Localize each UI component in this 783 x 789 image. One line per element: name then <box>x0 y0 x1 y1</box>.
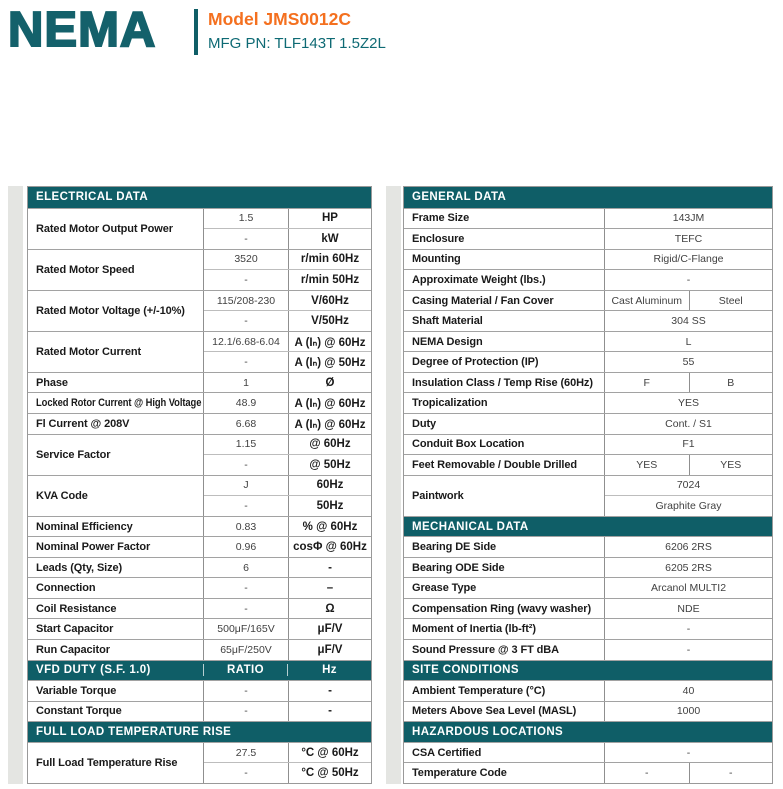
spec-label: Duty <box>412 417 437 430</box>
spec-value: 304 SS <box>671 315 706 328</box>
spec-row <box>28 577 371 598</box>
spec-value: - <box>686 623 691 636</box>
spec-subrow <box>204 269 371 290</box>
spec-value: J <box>243 479 249 492</box>
section-header-label: SITE CONDITIONS <box>412 664 519 677</box>
spec-unit: HP <box>322 212 338 225</box>
spec-label: Frame Size <box>412 212 470 225</box>
spec-subrow <box>204 332 371 352</box>
spec-row <box>404 536 772 557</box>
spec-unit: % @ 60Hz <box>302 520 358 533</box>
spec-row <box>28 742 371 783</box>
mfg-part-number: MFG PN: TLF143T 1.5Z2L <box>208 34 386 52</box>
spec-subrow <box>204 599 371 619</box>
spec-value: NDE <box>677 602 700 615</box>
spec-value: 27.5 <box>235 746 257 759</box>
spec-value: - <box>244 582 248 595</box>
spec-label: Mounting <box>412 253 461 266</box>
spec-value: 0.83 <box>235 520 257 533</box>
spec-subrow <box>204 435 371 455</box>
title-block <box>208 9 386 54</box>
spec-row <box>404 413 772 434</box>
section-header-label: FULL LOAD TEMPERATURE RISE <box>36 725 232 738</box>
section-header <box>404 660 772 681</box>
spec-row <box>404 557 772 578</box>
section-header-label: VFD DUTY (S.F. 1.0) <box>36 664 151 677</box>
spec-subrow <box>204 558 371 578</box>
spec-label: Rated Motor Voltage (+/-10%) <box>36 304 185 317</box>
spec-row <box>404 434 772 455</box>
spec-unit: r/min 50Hz <box>300 273 360 286</box>
spec-value: 1000 <box>676 705 701 718</box>
spec-subrow <box>204 578 371 598</box>
section-header <box>28 721 371 742</box>
spec-value: 7024 <box>676 479 701 492</box>
spec-subrow <box>204 351 371 372</box>
spec-row <box>28 701 371 722</box>
spec-subrow <box>204 681 371 701</box>
spec-label: Leads (Qty, Size) <box>36 561 123 574</box>
spec-row <box>404 208 772 229</box>
spec-label: Casing Material / Fan Cover <box>412 294 554 307</box>
spec-unit: @ 50Hz <box>309 458 351 471</box>
spec-subrow <box>204 762 371 783</box>
spec-value: L <box>685 335 692 348</box>
spec-value: TEFC <box>674 232 703 245</box>
spec-label: Coil Resistance <box>36 602 117 615</box>
spec-unit: - <box>328 684 332 697</box>
spec-value: 1 <box>243 376 249 389</box>
spec-label: Bearing DE Side <box>412 541 497 554</box>
spec-unit: Ø <box>325 376 335 389</box>
spec-value: 115/208-230 <box>216 294 276 307</box>
spec-subrow <box>204 640 371 660</box>
general-data-table <box>403 186 773 784</box>
spec-label: Tropicalization <box>412 397 488 410</box>
spec-label: Temperature Code <box>412 767 507 780</box>
spec-subrow <box>204 454 371 475</box>
spec-subrow <box>204 228 371 249</box>
spec-label: NEMA Design <box>412 335 483 348</box>
spec-row <box>28 475 371 516</box>
spec-label: Ambient Temperature (°C) <box>412 684 546 697</box>
spec-row <box>28 331 371 372</box>
spec-value-right: YES <box>720 458 742 471</box>
spec-subrow <box>204 702 371 722</box>
spec-label: Phase <box>36 376 68 389</box>
spec-unit: A (Iₙ) @ 60Hz <box>294 398 366 411</box>
spec-label: Nominal Efficiency <box>36 520 133 533</box>
spec-subrow <box>605 476 772 496</box>
spec-unit: – <box>326 582 334 595</box>
spec-unit: cosΦ @ 60Hz <box>293 541 367 554</box>
spec-label: Full Load Temperature Rise <box>36 756 178 769</box>
spec-row <box>404 701 772 722</box>
spec-row <box>28 598 371 619</box>
spec-label: Sound Pressure @ 3 FT dBA <box>412 643 559 656</box>
column-header-ratio: RATIO <box>227 664 264 677</box>
spec-label: Start Capacitor <box>36 623 114 636</box>
spec-value: - <box>686 746 691 759</box>
section-header <box>404 187 772 208</box>
spec-value: - <box>244 767 248 780</box>
spec-value: 48.9 <box>235 397 257 410</box>
spec-row <box>28 680 371 701</box>
spec-subrow <box>605 495 772 516</box>
spec-subrow <box>204 291 371 311</box>
spec-label: Fl Current @ 208V <box>36 417 130 430</box>
spec-row <box>28 290 371 331</box>
spec-subrow <box>204 393 371 413</box>
spec-value: 3520 <box>234 253 258 266</box>
spec-row <box>404 372 772 393</box>
spec-value: Arcanol MULTI2 <box>650 582 727 595</box>
spec-label: Grease Type <box>412 582 477 595</box>
section-header-label: MECHANICAL DATA <box>412 520 529 533</box>
spec-label: Insulation Class / Temp Rise (60Hz) <box>412 376 593 389</box>
spec-row <box>404 228 772 249</box>
spec-label: Rated Motor Speed <box>36 263 135 276</box>
spec-row <box>28 516 371 537</box>
spec-subrow <box>204 537 371 557</box>
spec-unit: μF/V <box>317 623 343 636</box>
spec-row <box>404 618 772 639</box>
spec-value: 65μF/250V <box>220 643 272 656</box>
spec-value-left: F <box>643 376 650 389</box>
spec-unit: - <box>328 705 332 718</box>
spec-subrow <box>204 476 371 496</box>
spec-value: - <box>244 499 248 512</box>
spec-value: - <box>686 643 691 656</box>
spec-label: KVA Code <box>36 489 88 502</box>
spec-subrow <box>204 414 371 434</box>
spec-label: Run Capacitor <box>36 643 110 656</box>
spec-value: 6.68 <box>235 417 257 430</box>
spec-value: 143JM <box>672 212 705 225</box>
spec-value: - <box>686 273 691 286</box>
spec-row <box>404 762 772 783</box>
spec-unit: A (Iₙ) @ 50Hz <box>294 357 366 370</box>
spec-unit: V/60Hz <box>311 294 349 307</box>
spec-value: Graphite Gray <box>655 499 722 512</box>
section-header <box>404 721 772 742</box>
spec-row <box>404 392 772 413</box>
spec-label: Locked Rotor Current @ High Voltage <box>36 397 202 410</box>
spec-unit: °C @ 50Hz <box>301 767 359 780</box>
spec-label: Conduit Box Location <box>412 438 525 451</box>
spec-label: CSA Certified <box>412 746 482 759</box>
spec-label: Compensation Ring (wavy washer) <box>412 602 592 615</box>
spec-row <box>404 331 772 352</box>
spec-value-right: B <box>727 376 735 389</box>
spec-subrow <box>204 517 371 537</box>
spec-unit: °C @ 60Hz <box>301 746 359 759</box>
spec-row <box>404 290 772 311</box>
spec-unit: - <box>328 561 332 574</box>
spec-value: - <box>244 356 248 369</box>
spec-unit: Ω <box>325 602 335 615</box>
spec-subrow <box>204 209 371 229</box>
spec-value: 6 <box>243 561 249 574</box>
spec-unit: A (Iₙ) @ 60Hz <box>294 418 366 431</box>
spec-value: - <box>244 602 248 615</box>
spec-value: 6206 2RS <box>665 541 712 554</box>
spec-value-left: - <box>645 767 649 780</box>
spec-label: Rated Motor Output Power <box>36 222 173 235</box>
spec-row <box>28 249 371 290</box>
spec-row <box>404 269 772 290</box>
spec-row <box>404 475 772 516</box>
spec-value: 1.5 <box>238 212 254 225</box>
section-header <box>28 660 371 681</box>
spec-value: Cont. / S1 <box>665 417 712 430</box>
section-header-label: ELECTRICAL DATA <box>36 191 149 204</box>
spec-label: Nominal Power Factor <box>36 541 151 554</box>
spec-value: Rigid/C-Flange <box>653 253 724 266</box>
spec-row <box>28 618 371 639</box>
spec-label: Degree of Protection (IP) <box>412 356 539 369</box>
spec-label: Meters Above Sea Level (MASL) <box>412 705 577 718</box>
spec-row <box>404 577 772 598</box>
spec-row <box>404 454 772 475</box>
spec-value: 40 <box>682 684 695 697</box>
spec-row <box>28 392 371 413</box>
spec-label: Enclosure <box>412 232 465 245</box>
left-table-spine-bar <box>8 186 23 784</box>
spec-value: 1.15 <box>235 438 257 451</box>
spec-label: Approximate Weight (lbs.) <box>412 273 546 286</box>
spec-label: Shaft Material <box>412 315 483 328</box>
spec-label: Bearing ODE Side <box>412 561 505 574</box>
spec-value: 0.96 <box>235 541 257 554</box>
spec-value: - <box>244 315 248 328</box>
spec-row <box>404 598 772 619</box>
spec-unit: 50Hz <box>316 499 344 512</box>
spec-unit: @ 60Hz <box>309 438 351 451</box>
spec-row <box>28 372 371 393</box>
section-header-label: HAZARDOUS LOCATIONS <box>412 725 564 738</box>
spec-label: Variable Torque <box>36 684 117 697</box>
spec-value: 500μF/165V <box>217 623 275 636</box>
spec-value: 12.1/6.68-6.04 <box>212 335 280 348</box>
section-header <box>28 187 371 208</box>
spec-unit: μF/V <box>317 643 343 656</box>
spec-row <box>404 639 772 660</box>
spec-row <box>404 310 772 331</box>
spec-subrow <box>204 310 371 331</box>
spec-value: - <box>244 273 248 286</box>
spec-unit: V/50Hz <box>311 315 349 328</box>
spec-subrow <box>204 495 371 516</box>
logo-divider <box>194 9 198 55</box>
spec-label: Connection <box>36 582 96 595</box>
spec-subrow <box>204 619 371 639</box>
nema-logo: NEMA <box>8 3 157 57</box>
spec-subrow <box>204 373 371 393</box>
column-header-hz: Hz <box>322 664 337 677</box>
spec-label: Feet Removable / Double Drilled <box>412 458 577 471</box>
spec-unit: A (Iₙ) @ 60Hz <box>294 336 366 349</box>
spec-row <box>404 351 772 372</box>
spec-row <box>28 208 371 249</box>
spec-row <box>404 680 772 701</box>
spec-value: 6205 2RS <box>665 561 712 574</box>
spec-subrow <box>204 743 371 763</box>
spec-row <box>404 742 772 763</box>
spec-label: Paintwork <box>412 489 464 502</box>
spec-value-right: Steel <box>718 294 743 307</box>
spec-unit: kW <box>321 232 339 245</box>
spec-value: - <box>244 705 248 718</box>
spec-row <box>28 557 371 578</box>
spec-value: - <box>244 458 248 471</box>
spec-label: Moment of Inertia (lb-ft²) <box>412 623 536 636</box>
section-header <box>404 516 772 537</box>
spec-value: - <box>244 684 248 697</box>
spec-subrow <box>204 250 371 270</box>
spec-value-left: Cast Aluminum <box>611 294 683 307</box>
spec-label: Constant Torque <box>36 705 122 718</box>
spec-row <box>28 639 371 660</box>
spec-row <box>28 434 371 475</box>
spec-value: YES <box>677 397 699 410</box>
section-header-label: GENERAL DATA <box>412 191 507 204</box>
spec-value-right: - <box>729 767 733 780</box>
spec-row <box>28 536 371 557</box>
spec-unit: r/min 60Hz <box>300 253 360 266</box>
spec-value: F1 <box>682 438 695 451</box>
spec-value: 55 <box>682 356 695 369</box>
spec-label: Service Factor <box>36 448 111 461</box>
spec-unit: 60Hz <box>316 479 344 492</box>
electrical-data-table <box>27 186 372 784</box>
spec-row <box>28 413 371 434</box>
spec-value-left: YES <box>636 458 658 471</box>
model-title: Model JMS0012C <box>208 9 351 29</box>
right-table-spine-bar <box>386 186 401 784</box>
spec-row <box>404 249 772 270</box>
spec-value: - <box>244 232 248 245</box>
spec-label: Rated Motor Current <box>36 345 142 358</box>
